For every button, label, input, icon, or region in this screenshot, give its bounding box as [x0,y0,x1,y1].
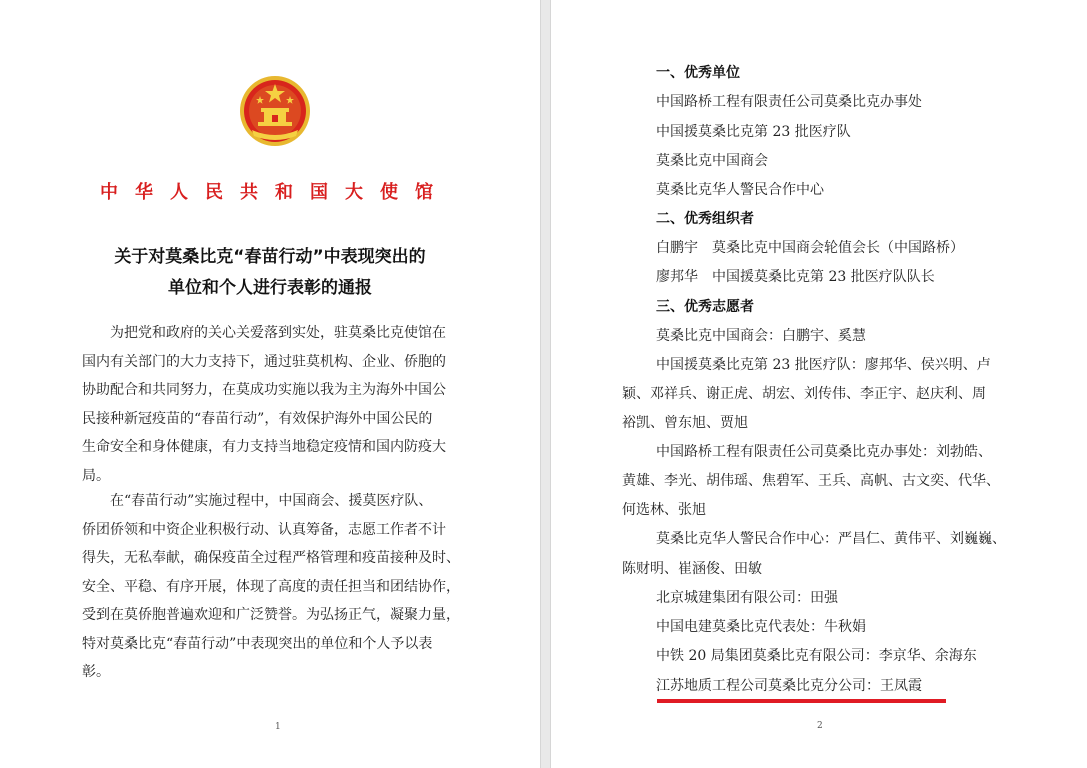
notice-title-line-2: 单位和个人进行表彰的通报 [168,278,372,298]
paragraph-line: 彰。 [82,664,110,680]
list-item: 莫桑比克中国商会：白鹏宇、奚慧 [656,328,866,344]
red-highlight-underline [657,699,946,703]
page-number: 1 [275,722,281,732]
paragraph-line: 侨团侨领和中资企业积极行动、认真筹备，志愿工作者不计 [82,521,446,538]
paragraph-line: 生命安全和身体健康，有力支持当地稳定疫情和国内防疫大 [82,439,446,455]
section-2-heading: 二、优秀组织者 [656,211,754,227]
embassy-name: 中华人民共和国大使馆 [100,182,450,203]
paragraph-line: 协助配合和共同努力，在莫成功实施以我为主为海外中国公 [82,382,446,398]
list-item: 中国路桥工程有限责任公司莫桑比克办事处 [656,94,922,110]
section-1-heading: 一、优秀单位 [656,65,740,81]
list-item: 何选林、张旭 [622,502,706,518]
paragraph-line: 为把党和政府的关心关爱落到实处，驻莫桑比克使馆在 [110,325,446,341]
page-gutter [540,0,551,768]
paragraph-line: 安全、平稳、有序开展，体现了高度的责任担当和团结协作， [82,578,460,595]
paragraph-line: 国内有关部门的大力支持下，通过驻莫机构、企业、侨胞的 [82,353,446,370]
section-3-heading: 三、优秀志愿者 [656,299,754,315]
document-page-1 [0,0,540,768]
document-page-2 [551,0,1087,768]
list-item: 黄雄、李光、胡伟瑶、焦碧军、王兵、高帆、古文奕、代华、 [622,473,1000,489]
paragraph-line: 局。 [82,467,110,484]
list-item: 北京城建集团有限公司：田强 [656,590,838,606]
list-item: 中铁 20 局集团莫桑比克有限公司：李京华、余海东 [656,648,977,664]
list-item: 中国电建莫桑比克代表处：牛秋娟 [656,619,866,635]
list-item: 中国援莫桑比克第 23 批医疗队：廖邦华、侯兴明、卢 [656,357,991,373]
list-item: 裕凯、曾东旭、贾旭 [622,415,748,431]
list-item: 颖、邓祥兵、谢正虎、胡宏、刘传伟、李正宇、赵庆利、周 [622,386,986,402]
list-item: 莫桑比克华人警民合作中心：严昌仁、黄伟平、刘巍巍、 [656,531,1006,547]
national-emblem-icon [238,74,312,148]
notice-title-line-1: 关于对莫桑比克“春苗行动”中表现突出的 [114,247,426,267]
list-item: 中国援莫桑比克第 23 批医疗队 [656,124,851,140]
paragraph-1 [82,319,472,490]
list-item: 白鹏宇 莫桑比克中国商会轮值会长（中国路桥） [656,240,964,256]
page-number: 2 [817,721,823,731]
list-item: 莫桑比克中国商会 [656,153,768,169]
list-item: 中国路桥工程有限责任公司莫桑比克办事处：刘勃皓、 [656,444,992,460]
list-item-highlighted: 江苏地质工程公司莫桑比克分公司：王凤霞 [656,678,922,694]
paragraph-line: 得失，无私奉献，确保疫苗全过程严格管理和疫苗接种及时、 [82,550,460,566]
list-item: 莫桑比克华人警民合作中心 [656,182,824,198]
paragraph-line: 在“春苗行动”实施过程中，中国商会、援莫医疗队、 [110,493,433,509]
paragraph-line: 受到在莫侨胞普遍欢迎和广泛赞誉。为弘扬正气，凝聚力量， [82,607,460,623]
paragraph-line: 民接种新冠疫苗的“春苗行动”，有效保护海外中国公民的 [82,410,433,427]
list-item: 廖邦华 中国援莫桑比克第 23 批医疗队队长 [656,269,935,285]
paragraph-line: 特对莫桑比克“春苗行动”中表现突出的单位和个人予以表 [82,635,433,652]
list-item: 陈财明、崔涵俊、田敏 [622,561,762,577]
paragraph-2 [82,487,472,687]
